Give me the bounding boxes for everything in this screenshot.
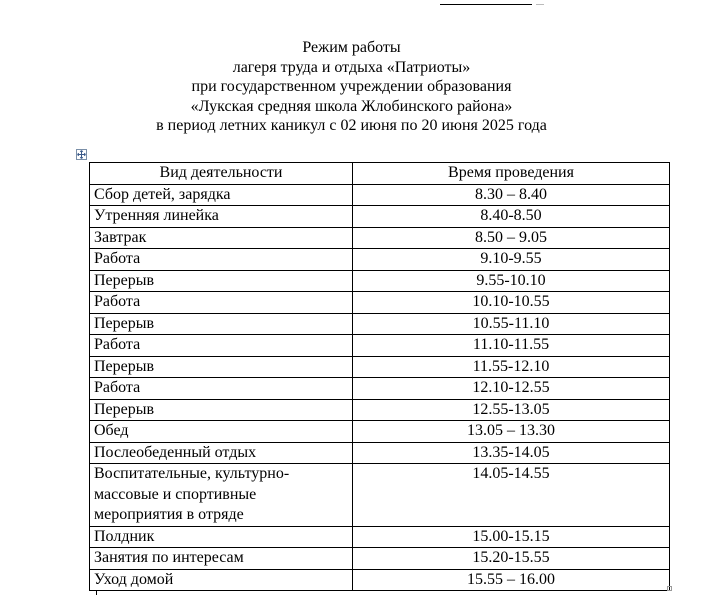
time-cell: 13.05 – 13.30 [353,421,670,443]
table-row [90,421,670,443]
activity-cell: Перерыв [90,270,353,292]
activity-cell: Уход домой [90,569,353,591]
activity-cell: Обед [90,421,353,443]
time-cell: 11.10-11.55 [353,335,670,357]
table-row [90,335,670,357]
table-row [90,313,670,335]
time-cell: 8.40-8.50 [353,206,670,228]
top-rule-tail [536,4,544,5]
time-cell: 15.55 – 16.00 [353,569,670,591]
activity-cell: Перерыв [90,356,353,378]
table-row [90,464,670,527]
table-row [90,569,670,591]
table-row [90,206,670,228]
table-row [90,356,670,378]
activity-cell: Работа [90,378,353,400]
activity-cell [90,464,353,527]
activity-cell: Работа [90,292,353,314]
time-cell: 10.55-11.10 [353,313,670,335]
heading-line-4: «Лукская средняя школа Жлобинского района» [190,97,513,115]
time-cell: 12.55-13.05 [353,399,670,421]
heading-line-5: в период летних каникул с 02 июня по 20 июня 2025 года [156,117,547,134]
table-row [90,378,670,400]
activity-cell-line: массовые и спортивные [94,485,257,503]
time-cell: 8.50 – 9.05 [353,227,670,249]
table-row [90,249,670,271]
activity-cell: Работа [90,335,353,357]
schedule-table [89,162,670,591]
table-move-handle-icon[interactable] [76,149,87,160]
activity-cell: Завтрак [90,227,353,249]
time-cell: 10.10-10.55 [353,292,670,314]
time-cell: 8.30 – 8.40 [353,184,670,206]
activity-cell-line: мероприятия в отряде [94,506,244,523]
table-row [90,526,670,548]
top-rule [440,4,532,5]
text-cursor [96,590,97,595]
table-row [90,270,670,292]
activity-cell: Занятия по интересам [90,548,353,570]
header-time: Время проведения [353,163,670,185]
table-row [90,184,670,206]
activity-cell: Послеобеденный отдых [90,442,353,464]
header-activity: Вид деятельности [90,163,353,185]
table-resize-handle[interactable] [667,586,672,591]
document-heading [0,38,703,136]
time-cell: 11.55-12.10 [353,356,670,378]
activity-cell-line: Воспитательные, культурно- [94,465,290,482]
time-cell: 14.05-14.55 [353,464,670,527]
time-cell: 15.00-15.15 [353,526,670,548]
time-cell: 15.20-15.55 [353,548,670,570]
activity-cell: Сбор детей, зарядка [90,184,353,206]
activity-cell: Перерыв [90,399,353,421]
table-header-row [90,163,670,185]
heading-line-1: Режим работы [302,39,401,56]
activity-cell: Перерыв [90,313,353,335]
activity-cell: Работа [90,249,353,271]
table-row [90,227,670,249]
time-cell: 9.55-10.10 [353,270,670,292]
heading-line-3: при государственном учреждении образования [191,78,512,95]
heading-line-2: лагеря труда и отдыха «Патриоты» [232,58,471,76]
table-row [90,442,670,464]
activity-cell: Утренняя линейка [90,206,353,228]
time-cell: 12.10-12.55 [353,378,670,400]
time-cell: 13.35-14.05 [353,442,670,464]
time-cell: 9.10-9.55 [353,249,670,271]
table-row [90,399,670,421]
table-row [90,548,670,570]
table-row [90,292,670,314]
activity-cell: Полдник [90,526,353,548]
